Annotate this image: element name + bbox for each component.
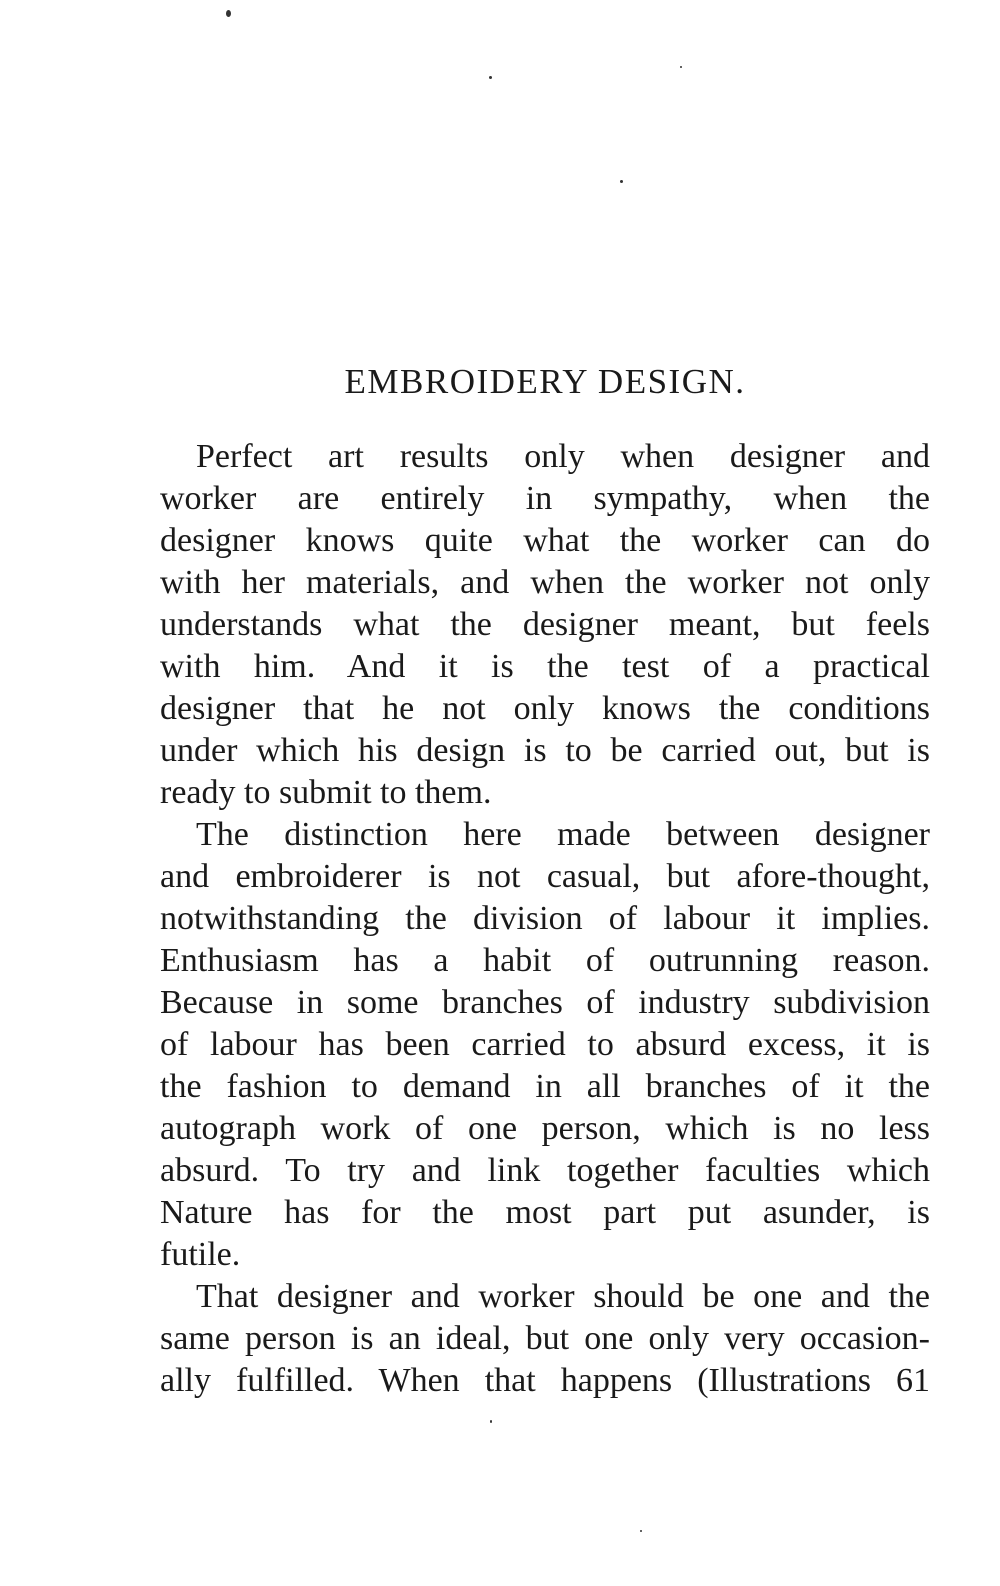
text-line: and embroiderer is not casual, but afore-thought, bbox=[160, 858, 930, 895]
text-line: Enthusiasm has a habit of outrunning reason. bbox=[160, 942, 930, 979]
text-line: of labour has been carried to absurd excess, it is bbox=[160, 1026, 930, 1063]
chapter-heading: EMBROIDERY DESIGN. bbox=[344, 362, 746, 401]
scan-speck bbox=[490, 1420, 492, 1423]
scan-speck bbox=[226, 10, 231, 17]
text-line: The distinction here made between designer bbox=[196, 816, 930, 853]
text-line: ally fulfilled. When that happens (Illustrations 61 bbox=[160, 1362, 930, 1399]
text-line: autograph work of one person, which is no less bbox=[160, 1110, 930, 1147]
text-line: understands what the designer meant, but feels bbox=[160, 606, 930, 643]
text-line: That designer and worker should be one and the bbox=[196, 1278, 930, 1315]
text-line: ready to submit to them. bbox=[160, 774, 492, 811]
scan-speck bbox=[489, 76, 492, 79]
text-line: same person is an ideal, but one only very occasion- bbox=[160, 1320, 930, 1357]
text-line: futile. bbox=[160, 1236, 241, 1273]
paragraph-3 bbox=[160, 1276, 930, 1402]
scan-speck bbox=[640, 1530, 642, 1532]
body-text bbox=[160, 436, 930, 1402]
text-line: notwithstanding the division of labour it implies. bbox=[160, 900, 930, 937]
text-line: worker are entirely in sympathy, when the bbox=[160, 480, 930, 517]
text-line: under which his design is to be carried out, but is bbox=[160, 732, 930, 769]
text-line: designer knows quite what the worker can do bbox=[160, 522, 930, 559]
text-line: Perfect art results only when designer and bbox=[196, 438, 930, 475]
paragraph-1 bbox=[160, 436, 930, 814]
scan-speck bbox=[680, 66, 682, 68]
text-line: the fashion to demand in all branches of it the bbox=[160, 1068, 930, 1105]
scan-speck bbox=[620, 180, 623, 183]
text-line: designer that he not only knows the conditions bbox=[160, 690, 930, 727]
text-line: absurd. To try and link together faculties which bbox=[160, 1152, 930, 1189]
text-line: with her materials, and when the worker not only bbox=[160, 564, 930, 601]
paragraph-2 bbox=[160, 814, 930, 1276]
text-line: Because in some branches of industry subdivision bbox=[160, 984, 930, 1021]
text-line: with him. And it is the test of a practical bbox=[160, 648, 930, 685]
text-line: Nature has for the most part put asunder, is bbox=[160, 1194, 930, 1231]
